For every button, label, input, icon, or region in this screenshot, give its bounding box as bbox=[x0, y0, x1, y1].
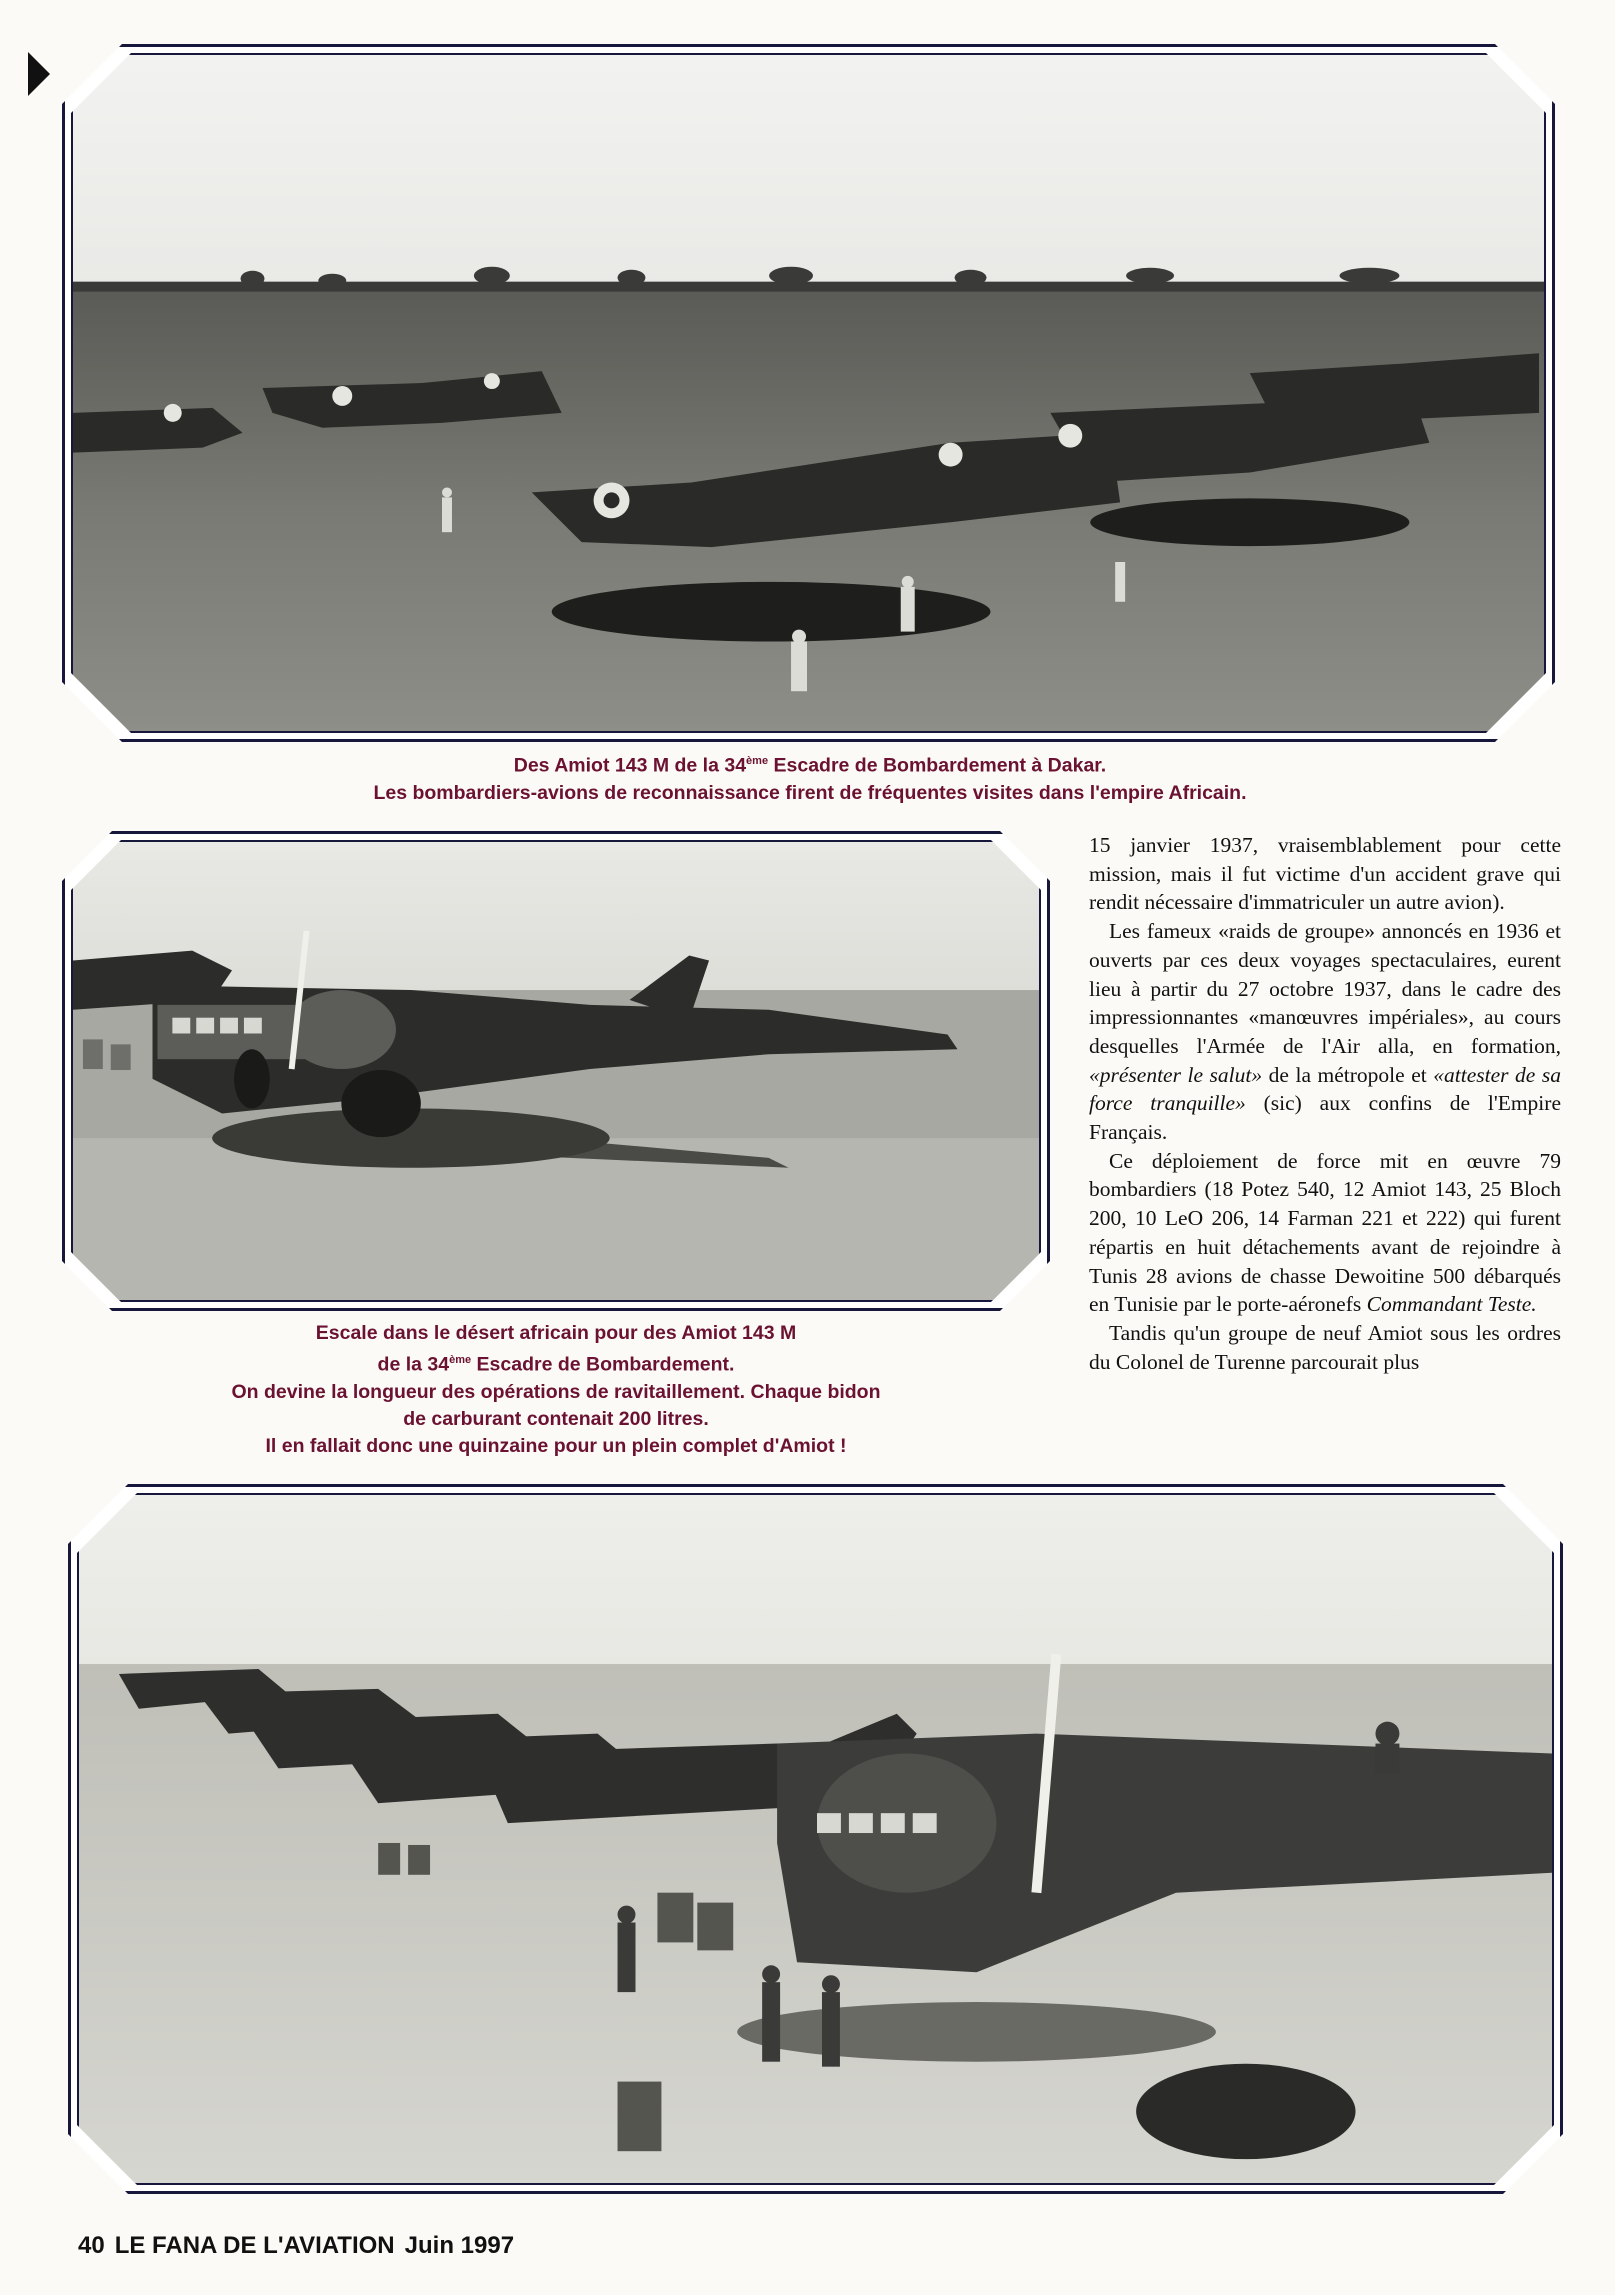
issue-date: Juin 1997 bbox=[404, 2232, 515, 2259]
article-paragraph-4: Tandis qu'un groupe de neuf Amiot sous les ordres du Colonel de Turenne parcourait plus bbox=[1089, 1320, 1561, 1374]
photo-desert-stop-amiot bbox=[71, 840, 1041, 1302]
caption-top-line2: Les bombardiers-avions de reconnaissance firent de fréquentes visites dans l'empire Africain. bbox=[373, 781, 1247, 804]
caption-middle-line2: de la 34ème Escadre de Bombardement. bbox=[377, 1353, 735, 1376]
photo-dakar-airfield bbox=[71, 53, 1546, 733]
article-paragraph-3: Ce déploiement de force mit en œuvre 79 bombardiers (18 Potez 540, 12 Amiot 143, 25 Bloch 200, 10 LeO 206, 14 Farman 221 et 222) qui furent répartis en huit détachements avant de rejoindre à Tunis 28 avions de chasse Dewoitine 500 débarqués en Tunisie par le porte-aéronefs Commandant Teste. bbox=[1089, 1148, 1561, 1317]
caption-top-line1: Des Amiot 143 M de la 34ème Escadre de Bombardement à Dakar. bbox=[513, 754, 1107, 777]
caption-middle-line4: de carburant contenait 200 litres. bbox=[403, 1407, 709, 1430]
article-paragraph-2: Les fameux «raids de groupe» annoncés en 1936 et ouverts par ces deux voyages spectaculaires, eurent lieu à partir du 27 octobre 1937, dans le cadre des impressionnantes «manœuvres impériales», au cours desquelles l'Armée de l'Air alla, en formation, «présenter le salut» de la métropole et «attester de sa force tranquille» (sic) aux confins de l'Empire Français. bbox=[1089, 919, 1561, 1145]
caption-middle-line5: Il en fallait donc une quinzaine pour un plein complet d'Amiot ! bbox=[265, 1434, 847, 1457]
page-footer bbox=[78, 2232, 524, 2260]
page-marker-arrow-icon bbox=[28, 52, 50, 96]
caption-middle-line3: On devine la longueur des opérations de ravitaillement. Chaque bidon bbox=[231, 1380, 881, 1403]
article-text-column bbox=[1089, 831, 1561, 1376]
caption-top bbox=[300, 748, 1320, 807]
photo-frame-refuelling-line bbox=[68, 1484, 1563, 2194]
caption-middle-line1: Escale dans le désert africain pour des Amiot 143 M bbox=[315, 1322, 797, 1344]
article-paragraph-1: 15 janvier 1937, vraisemblablement pour cette mission, mais il fut victime d'un accident grave qui rendit nécessaire d'immatriculer un autre avion). bbox=[1089, 833, 1561, 915]
photo-frame-desert-stop bbox=[62, 831, 1050, 1311]
photo-refuelling-line bbox=[77, 1493, 1554, 2185]
page-number: 40 bbox=[78, 2232, 105, 2259]
magazine-name: LE FANA DE L'AVIATION bbox=[114, 2232, 395, 2259]
caption-middle bbox=[62, 1320, 1050, 1460]
photo-frame-dakar bbox=[62, 44, 1555, 742]
